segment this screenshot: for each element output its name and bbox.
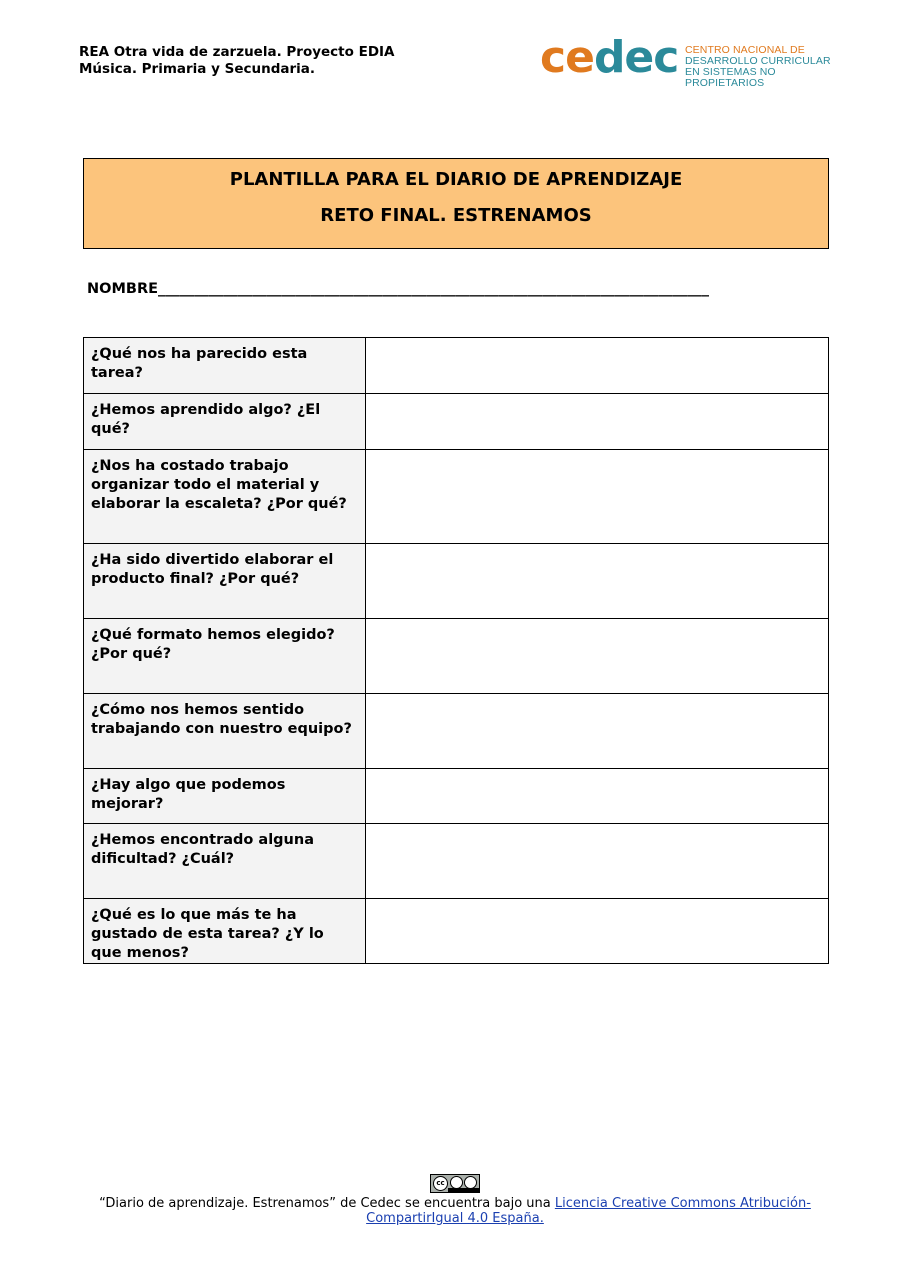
logo-sub-line-1: CENTRO NACIONAL DE [685, 44, 805, 56]
answer-cell[interactable] [366, 694, 829, 769]
answer-cell[interactable] [366, 769, 829, 824]
header-project-line: REA Otra vida de zarzuela. Proyecto EDIA [79, 44, 395, 60]
question-cell: ¿Qué es lo que más te ha gustado de esta tarea? ¿Y lo que menos? [84, 899, 366, 964]
question-cell: ¿Hay algo que podemos mejorar? [84, 769, 366, 824]
question-cell: ¿Cómo nos hemos sentido trabajando con nuestro equipo? [84, 694, 366, 769]
license-link-1[interactable]: Licencia Creative Commons Atribución- [554, 1196, 811, 1211]
table-row [84, 394, 829, 450]
title-sub: RETO FINAL. ESTRENAMOS [320, 205, 592, 226]
cedec-logo-subtitle [685, 45, 850, 89]
table-row [84, 338, 829, 394]
name-blank-line[interactable]: ____________________________________________________________________________ [158, 281, 710, 297]
question-cell: ¿Hemos aprendido algo? ¿El qué? [84, 394, 366, 450]
cedec-logo [540, 32, 850, 89]
table-row [84, 694, 829, 769]
name-field[interactable] [87, 281, 828, 297]
question-cell: ¿Hemos encontrado alguna dificultad? ¿Cuál? [84, 824, 366, 899]
cedec-logo-word [540, 32, 678, 84]
cc-circle-icon: cc [433, 1176, 448, 1191]
header-subject-line: Música. Primaria y Secundaria. [79, 61, 315, 77]
answer-cell[interactable] [366, 394, 829, 450]
logo-word-orange: ce [540, 32, 594, 83]
question-cell: ¿Ha sido divertido elaborar el producto final? ¿Por qué? [84, 544, 366, 619]
table-row [84, 544, 829, 619]
license-text: “Diario de aprendizaje. Estrenamos” de Cedec se encuentra bajo una [99, 1196, 555, 1211]
license-line-1 [0, 1196, 910, 1211]
answer-cell[interactable] [366, 450, 829, 544]
title-box [83, 158, 829, 249]
diary-table [83, 337, 829, 964]
license-footer [0, 1174, 910, 1226]
table-row [84, 769, 829, 824]
license-link-2[interactable]: CompartirIgual 4.0 España. [366, 1211, 544, 1226]
answer-cell[interactable] [366, 619, 829, 694]
badge-strip [448, 1188, 479, 1192]
title-main: PLANTILLA PARA EL DIARIO DE APRENDIZAJE [229, 169, 683, 190]
cc-by-sa-badge-icon[interactable] [430, 1174, 480, 1193]
license-line-2 [0, 1211, 910, 1226]
table-row [84, 824, 829, 899]
question-cell: ¿Qué nos ha parecido esta tarea? [84, 338, 366, 394]
question-cell: ¿Qué formato hemos elegido? ¿Por qué? [84, 619, 366, 694]
answer-cell[interactable] [366, 338, 829, 394]
logo-sub-line-3: EN SISTEMAS NO PROPIETARIOS [685, 66, 776, 89]
answer-cell[interactable] [366, 824, 829, 899]
table-row [84, 619, 829, 694]
table-row [84, 899, 829, 964]
document-header [79, 44, 395, 78]
logo-sub-line-2: DESARROLLO CURRICULAR [685, 55, 831, 67]
answer-cell[interactable] [366, 899, 829, 964]
logo-word-teal: dec [593, 32, 679, 83]
answer-cell[interactable] [366, 544, 829, 619]
name-label: NOMBRE [87, 281, 159, 297]
table-row [84, 450, 829, 544]
question-cell: ¿Nos ha costado trabajo organizar todo el material y elaborar la escaleta? ¿Por qué? [84, 450, 366, 544]
